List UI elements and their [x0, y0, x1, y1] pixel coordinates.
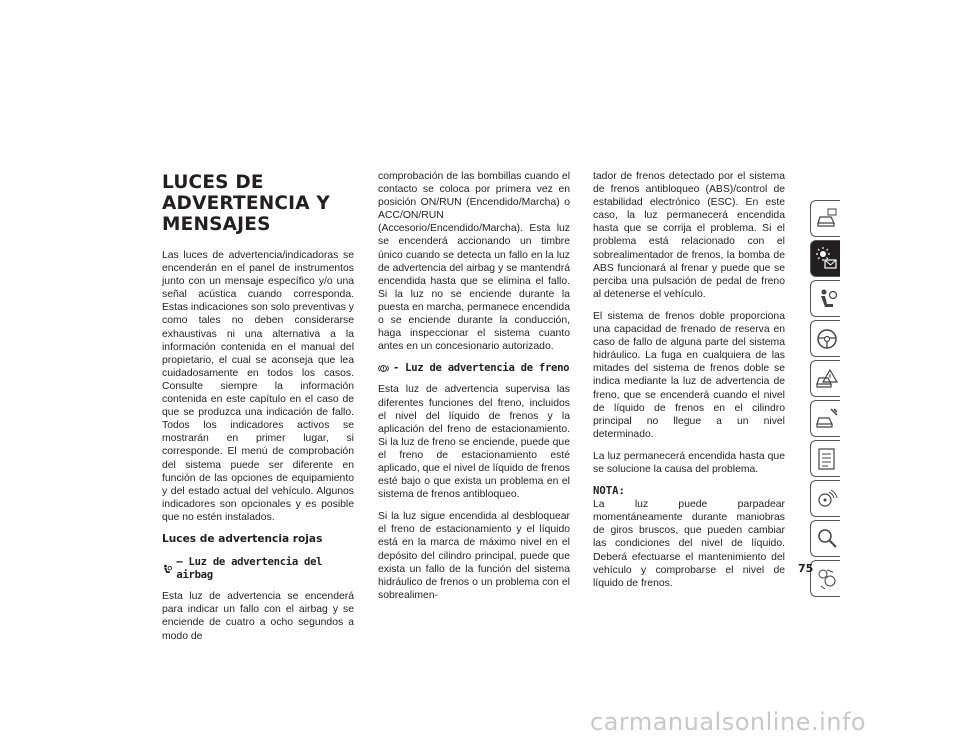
brake-paragraph-4: El sistema de frenos doble proporciona una capacidad de frenado de reserva en caso de fallo de alguna parte del sistema hidráulico. La fuga en cualquiera de las mitades del sistema de frenos doble se indica mediante la luz de advertencia de freno, que se encenderá cuando el nivel de líquido de frenos en el cilindro principal no llegue a un nivel determinado.: [593, 310, 785, 440]
intro-paragraph: Las luces de advertencia/indicadoras se encenderán en el panel de instrumentos junto con un mensaje específico y/o una señal acústica cuando corresponda. Estas indicaciones son solo preventivas y como tales no deben considerarse exhaustivas ni una alternativa a la información contenida en el manual del propietario, el cual se aconseja que lea cuidadosamente en todos los casos. Consulte siempre la información contenida en este capítulo en el caso de que se produzca una indicación de fallo. Todos los indicadores activos se mostrarán en primer lugar, si corresponde. El menú de comprobación del sistema puede ser diferente en función de las opciones de equipamiento y del estado actual del vehículo. Algunos indicadores son opcionales y es posible que no estén instalados.: [162, 250, 354, 523]
tab-car-info[interactable]: [810, 200, 840, 237]
note-text: La luz puede parpadear momentáneamente durante maniobras de giros bruscos, que pueden cambiar las condiciones del nivel de líquido. Deberá efectuarse el mantenimiento del vehículo y comprobarse el nivel de líquido de frenos.: [593, 499, 785, 589]
airbag-icon: [162, 564, 172, 575]
tab-roadside[interactable]: [810, 360, 840, 397]
note-block: [593, 485, 785, 590]
red-warning-subheading: Luces de advertencia rojas: [162, 532, 323, 545]
brake-paragraph-5: La luz permanecerá encendida hasta que se solucione la causa del problema.: [593, 450, 785, 475]
brake-heading: [378, 362, 570, 375]
roadside-car-icon: [815, 366, 839, 392]
tab-steering-wheel[interactable]: [810, 320, 840, 357]
column-1: [162, 172, 354, 652]
airbag-heading: [162, 556, 354, 582]
brake-paragraph-1: Esta luz de advertencia supervisa las diferentes funciones del freno, incluidos el nivel del líquido de frenos y la aplicación del freno de estacionamiento. Si la luz de freno se enciende, puede que el freno de estacionamiento esté aplicado, que el nivel de líquido de frenos esté bajo o que exista un problema en el sistema de frenos antibloqueo.: [378, 384, 570, 501]
airbag-paragraph: Esta luz de advertencia se encenderá para indicar un fallo con el airbag y se enciende de cuatro a ocho segundos a modo de: [162, 591, 354, 642]
maintenance-checklist-icon: [815, 446, 839, 472]
car-service-icon: [815, 406, 839, 432]
tab-language[interactable]: [810, 560, 840, 597]
tab-multimedia[interactable]: [810, 480, 840, 517]
steering-wheel-icon: [815, 326, 839, 352]
tab-airbag-seat[interactable]: [810, 280, 840, 317]
tab-warning-lights[interactable]: [810, 240, 840, 277]
brake-paragraph-2: Si la luz sigue encendida al desbloquear el freno de estacionamiento y el líquido está en la marca de máximo nivel en el depósito del cilindro principal, puede que exista un fallo de la función del sistema hidráulico de frenos o un problema con el sobrealimen-: [378, 511, 570, 601]
warning-lights-icon: [815, 246, 839, 272]
page-number: 75: [798, 562, 814, 575]
multimedia-icon: [815, 486, 839, 512]
note-label: NOTA:: [593, 485, 625, 498]
language-icon: [815, 566, 839, 592]
search-index-icon: [815, 526, 839, 552]
column-3: [593, 170, 785, 599]
page-title: LUCES DE ADVERTENCIA Y MENSAJES: [162, 172, 330, 235]
tab-search-index[interactable]: [810, 520, 840, 557]
column-2: [378, 170, 570, 611]
tab-maintenance[interactable]: [810, 440, 840, 477]
brake-warning-icon: [378, 363, 389, 374]
airbag-heading-text: — Luz de advertencia del airbag: [176, 556, 323, 582]
brake-heading-text: - Luz de advertencia de freno: [393, 362, 570, 375]
airbag-seat-icon: [815, 286, 839, 312]
watermark: carmanualsonline.info: [590, 708, 867, 736]
airbag-paragraph-cont: comprobación de las bombillas cuando el contacto se coloca por primera vez en posición ON/RUN (Encendido/Marcha) o ACC/ON/RUN (Accesorio/Encendido/Marcha). Esta luz se encenderá accionando un timbre único cuando se detecta un fallo en la luz de advertencia del airbag y se mantendrá encendida hasta que se elimina el fallo. Si la luz no se enciende durante la puesta en marcha, permanece encendida o se enciende durante la conducción, haga inspeccionar el sistema cuanto antes en un concesionario autorizado.: [378, 171, 570, 353]
tab-car-service[interactable]: [810, 400, 840, 437]
car-info-icon: [815, 206, 839, 232]
brake-paragraph-3: tador de frenos detectado por el sistema de frenos antibloqueo (ABS)/control de estabilidad electrónico (ESC). En este caso, la luz permanecerá encendida hasta que se corrija el problema. Si el problema está relacionado con el sobrealimentador de frenos, la bomba de ABS funcionará al frenar y puede que se perciba una pulsación de pedal de freno al detenerse el vehículo.: [593, 171, 785, 300]
